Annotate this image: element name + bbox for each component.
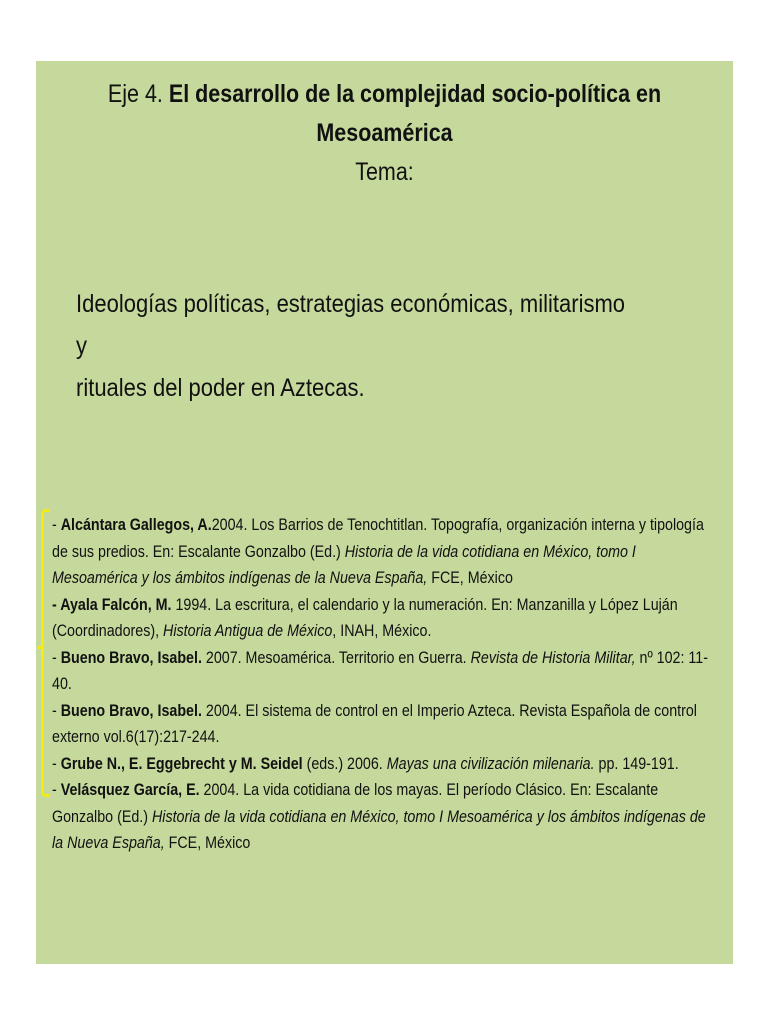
reference-author: Bueno Bravo, Isabel.	[60, 701, 202, 720]
title-bold-line-1: El desarrollo de la complejidad socio-política en	[168, 80, 662, 108]
reference-author: Grube N., E. Eggebrecht y M. Seidel	[60, 754, 303, 773]
topic-subtitle	[76, 283, 639, 409]
reference-author: Ayala Falcón, M.	[60, 595, 172, 614]
reference-work-title: Mayas una civilización milenaria.	[386, 754, 595, 773]
reference-item: - Bueno Bravo, Isabel. 2007. Mesoamérica. Territorio en Guerra. Revista de Historia Militar, nº 102: 11-40.	[52, 648, 708, 693]
reference-work-title: Historia de la vida cotidiana en México, tomo I Mesoamérica y los ámbitos indígenas de la Nueva España,	[52, 542, 636, 587]
title-prefix: Eje 4.	[107, 80, 169, 108]
reference-author: Alcántara Gallegos, A.	[60, 516, 212, 534]
reference-work-title: Revista de Historia Militar,	[470, 648, 636, 667]
reference-item: - Velásquez García, E. 2004. La vida cotidiana de los mayas. El período Clásico. En: Escalante Gonzalbo (Ed.) Historia de la vida cotidiana en México, tomo I Mesoamérica y los ámbitos indígenas de la Nueva España, FCE, México	[52, 781, 706, 852]
slide	[36, 61, 733, 964]
reference-item: - Alcántara Gallegos, A.2004. Los Barrios de Tenochtitlan. Topografía, organización interna y tipología de sus predios. En: Escalante Gonzalbo (Ed.) Historia de la vida cotidiana en México, tomo I Mesoamérica y los ámbitos indígenas de la Nueva España, FCE, México	[52, 516, 704, 587]
slide-title	[85, 75, 684, 192]
reference-author: Bueno Bravo, Isabel.	[60, 648, 202, 667]
title-line-1	[85, 75, 684, 114]
reference-item: - Bueno Bravo, Isabel. 2004. El sistema de control en el Imperio Azteca. Revista Española de control externo vol.6(17):217-244.	[52, 701, 697, 746]
reference-work-title: Historia de la vida cotidiana en México, tomo I Mesoamérica y los ámbitos indígenas de la Nueva España,	[52, 807, 706, 852]
tema-label: Tema:	[355, 158, 414, 186]
highlight-bracket-nub	[37, 646, 42, 649]
highlight-bracket	[41, 509, 50, 797]
subtitle-line-1: Ideologías políticas, estrategias económicas, militarismo y	[76, 290, 626, 360]
reference-item: - Grube N., E. Eggebrecht y M. Seidel (eds.) 2006. Mayas una civilización milenaria. pp. 149-191.	[52, 754, 679, 773]
reference-author: Velásquez García, E.	[60, 781, 200, 799]
reference-item: - Ayala Falcón, M. 1994. La escritura, el calendario y la numeración. En: Manzanilla y López Luján (Coordinadores), Historia Antigua de México, INAH, México.	[52, 595, 678, 640]
reference-list	[52, 512, 718, 857]
subtitle-line-2: rituales del poder en Aztecas.	[76, 374, 365, 402]
reference-work-title: Historia Antigua de México	[163, 622, 333, 640]
title-bold-line-2: Mesoamérica	[316, 119, 453, 147]
